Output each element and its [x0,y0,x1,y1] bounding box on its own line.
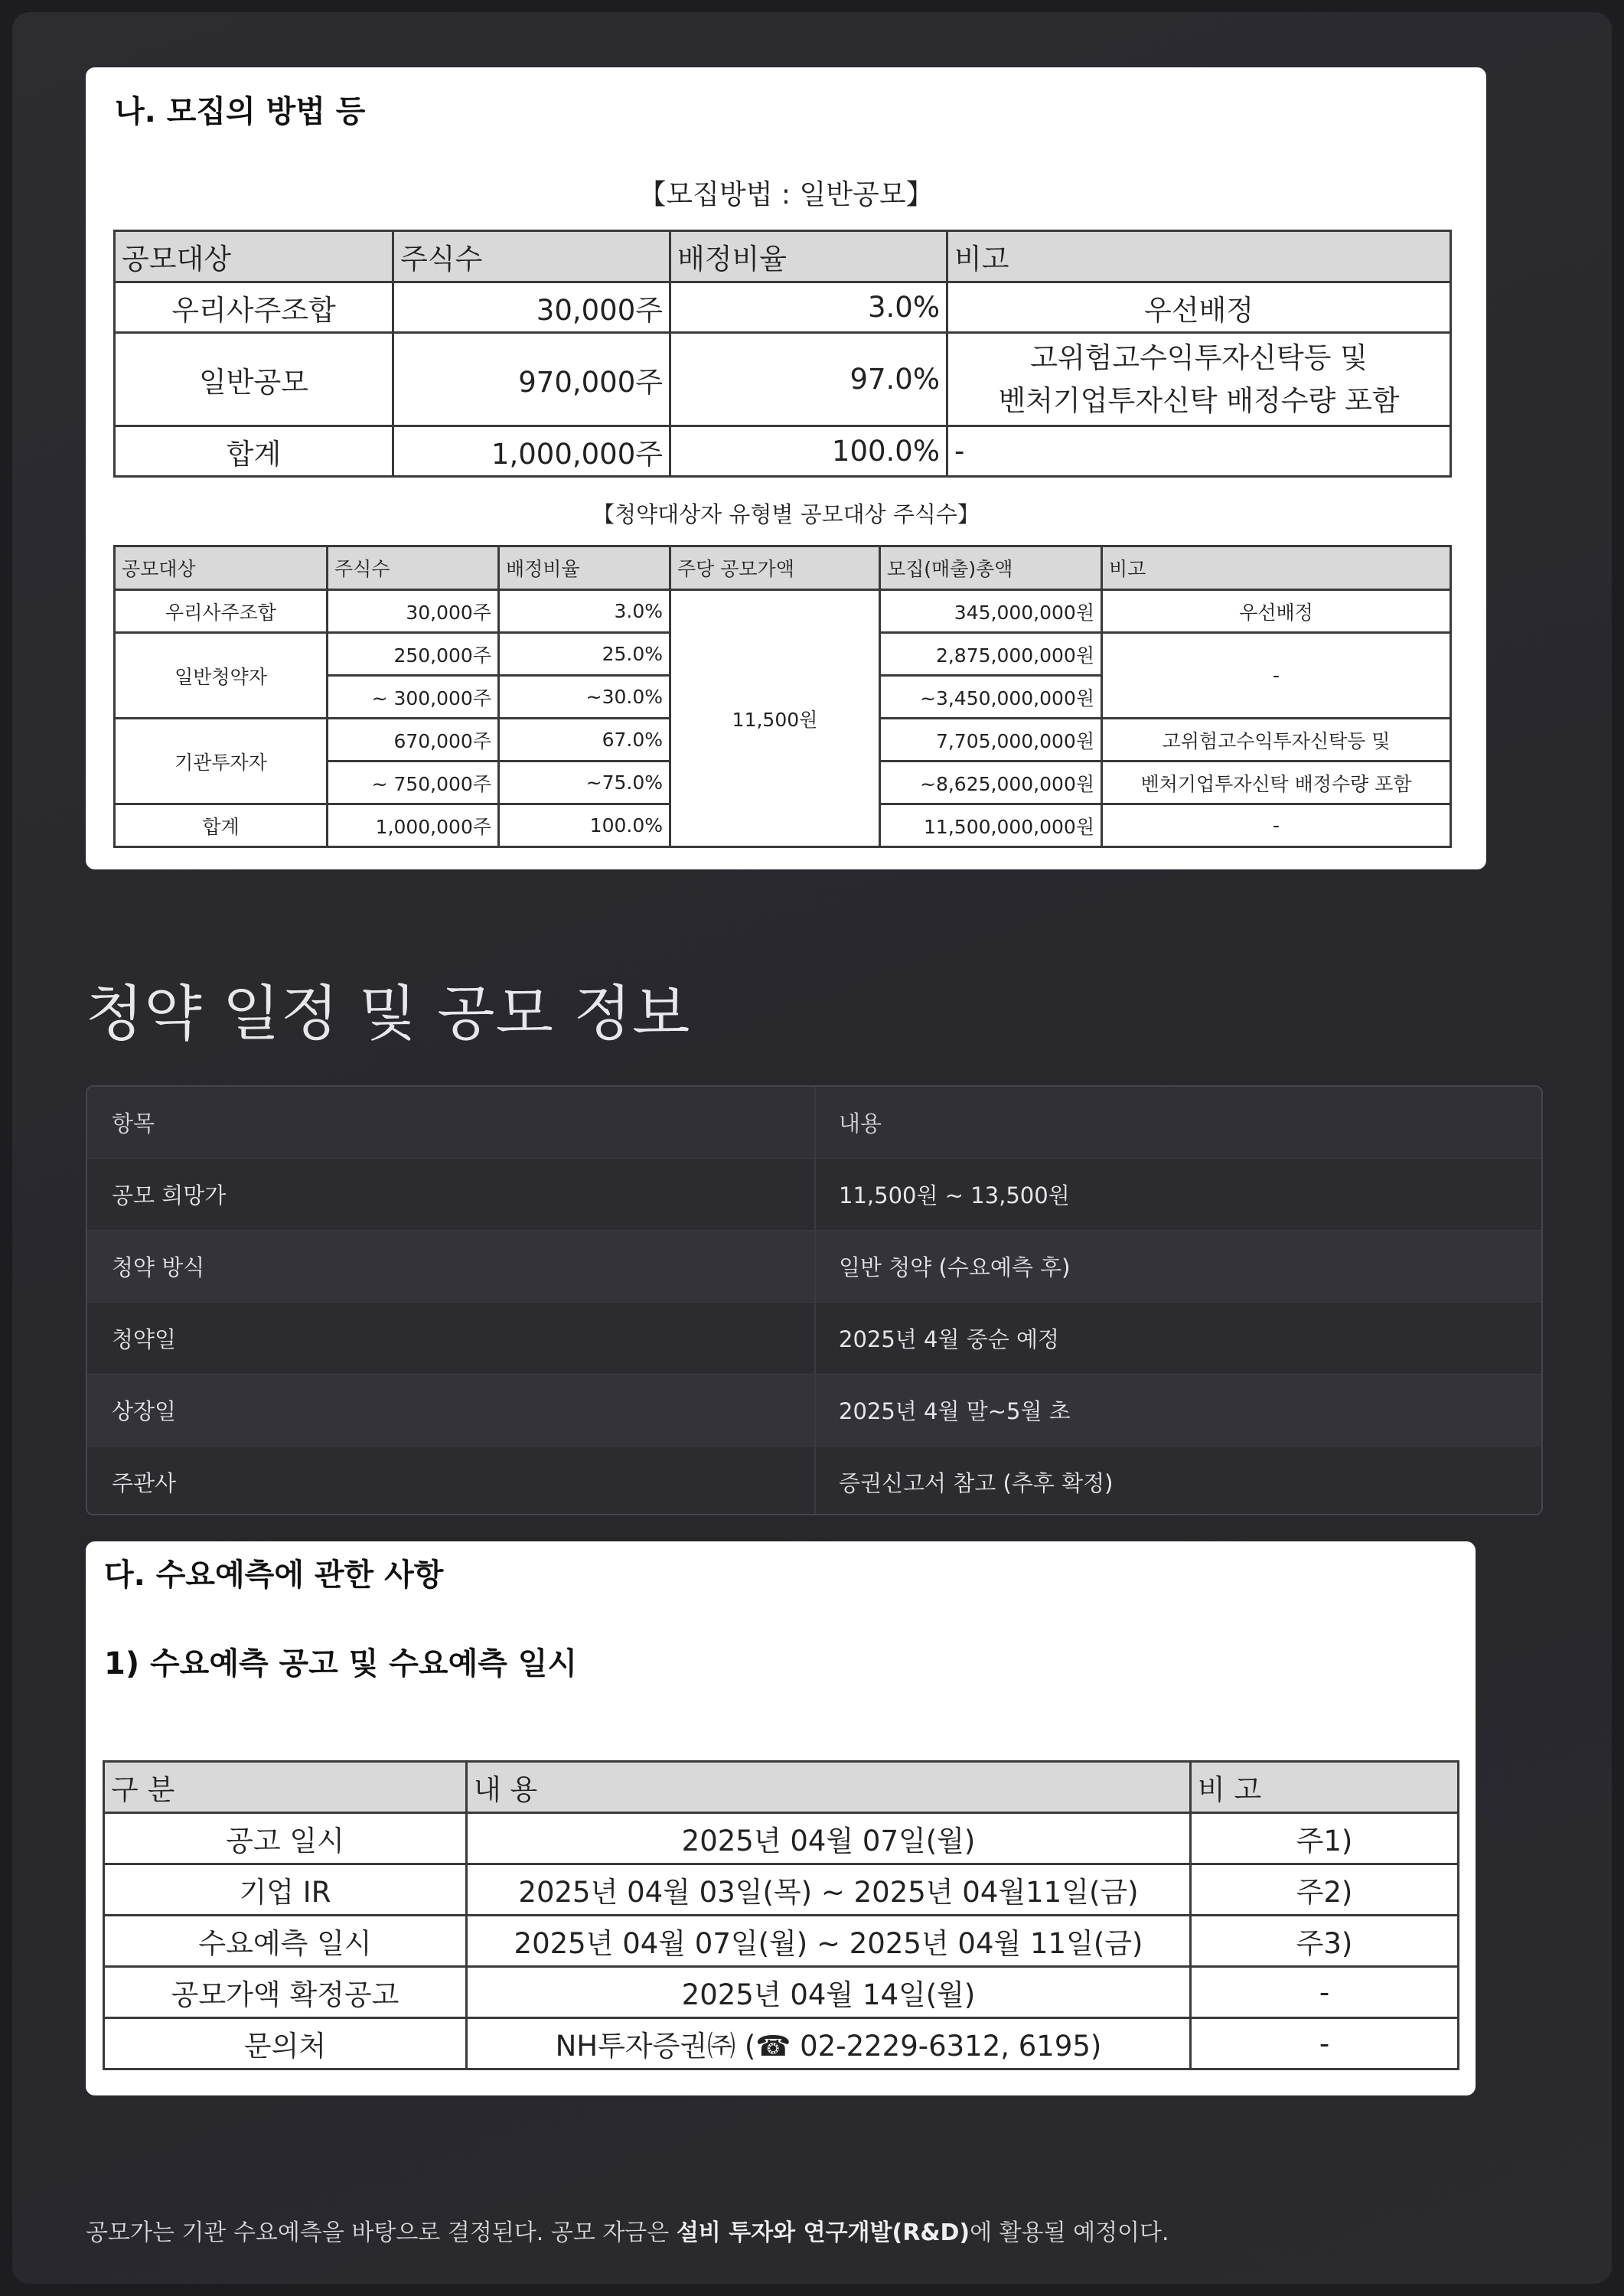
table-cell: 100.0% [499,804,670,847]
table-cell: - [1102,633,1451,719]
table-cell: 벤처기업투자신탁 배정수량 포함 [1102,762,1451,804]
table-cell: ~ 300,000주 [328,676,499,719]
table-cell: 청약일 [87,1303,816,1374]
table-cell: - [947,426,1451,477]
table-cell: 주1) [1191,1813,1459,1864]
table-cell: 1,000,000주 [393,426,670,477]
offering-method-caption: 【모집방법 : 일반공모】 [638,179,934,210]
table-cell: 2025년 04월 14일(월) [467,1967,1191,2018]
header-cell: 항목 [87,1087,816,1158]
table-header-row [115,231,1451,282]
table-row [115,333,1451,426]
table-cell: ~ 750,000주 [328,762,499,804]
table-cell: - [1102,804,1451,847]
table-row [87,1230,1541,1302]
header-cell: 주당 공모가액 [670,546,880,590]
price-per-share-cell: 11,500원 [670,590,880,847]
table-row [87,1446,1541,1515]
demand-forecast-table [103,1760,1459,2070]
table-row [87,1302,1541,1374]
header-cell: 내 용 [467,1762,1191,1813]
header-cell: 내용 [839,1110,882,1137]
table-row [87,1158,1541,1230]
header-cell: 공모대상 [115,231,393,282]
note-line: 고위험고수익투자신탁등 및 [1030,341,1368,374]
header-cell: 모집(매출)총액 [880,546,1102,590]
table-cell: 일반청약자 [115,633,328,719]
table-row [104,1813,1459,1864]
table-cell [947,333,1451,426]
table-cell: ~30.0% [499,676,670,719]
offering-method-image [86,67,1486,869]
table-cell: 25.0% [499,633,670,676]
table-cell: ~75.0% [499,762,670,804]
table-row [104,1864,1459,1916]
table-cell: 250,000주 [328,633,499,676]
summary-text: 공모가는 기관 수요예측을 바탕으로 결정된다. 공모 자금은 [86,2219,677,2246]
table-cell: 문의처 [104,2018,467,2069]
table-cell: 2,875,000,000원 [880,633,1102,676]
header-cell: 배정비율 [499,546,670,590]
table-cell: 2025년 4월 말~5월 초 [839,1398,1071,1424]
table-cell: 11,500원 ~ 13,500원 [839,1182,1070,1208]
header-cell: 구 분 [104,1762,467,1813]
table-cell: 345,000,000원 [880,590,1102,633]
table-cell: 합계 [115,804,328,847]
table-cell: 2025년 04월 03일(목) ~ 2025년 04월11일(금) [467,1864,1191,1916]
table-cell: ~3,450,000,000원 [880,676,1102,719]
table-cell: 970,000주 [393,333,670,426]
header-cell: 주식수 [328,546,499,590]
header-cell: 공모대상 [115,546,328,590]
table-row [115,282,1451,333]
summary-text-end: 에 활용될 예정이다. [970,2219,1169,2246]
table-cell: 670,000주 [328,719,499,762]
table-cell: ~8,625,000,000원 [880,762,1102,804]
table-row [115,426,1451,477]
table-cell: 2025년 04월 07일(월) [467,1813,1191,1864]
header-cell: 배정비율 [670,231,947,282]
table-cell: NH투자증권㈜ (☎ 02-2229-6312, 6195) [467,2018,1191,2069]
offering-method-table [113,230,1452,478]
table-cell: - [1191,1967,1459,2018]
table-cell: 증권신고서 참고 (추후 확정) [839,1470,1114,1496]
table-cell: 공모가액 확정공고 [104,1967,467,2018]
table-header-row [115,546,1451,590]
table-cell: 100.0% [670,426,947,477]
table-cell: 기업 IR [104,1864,467,1916]
table-cell: 청약 방식 [87,1231,816,1302]
schedule-info-table [86,1085,1543,1515]
table-cell: 고위험고수익투자신탁등 및 [1102,719,1451,762]
table-cell: 공고 일시 [104,1813,467,1864]
header-cell: 비 고 [1191,1762,1459,1813]
table-cell: - [1191,2018,1459,2069]
subscriber-type-table [113,545,1452,848]
note-line: 벤처기업투자신탁 배정수량 포함 [998,383,1400,417]
table-cell: 2025년 4월 중순 예정 [839,1326,1059,1352]
table-header-row [87,1087,1541,1158]
table-cell: 97.0% [670,333,947,426]
table-row [115,590,1451,633]
section-title: 청약 일정 및 공모 정보 [86,980,691,1049]
table-cell: 일반공모 [115,333,393,426]
table-header-row [104,1762,1459,1813]
demand-forecast-image [86,1541,1476,2095]
table-row [87,1374,1541,1446]
table-cell: 30,000주 [393,282,670,333]
header-cell: 비고 [1102,546,1451,590]
table-cell: 주관사 [87,1446,816,1515]
table-cell: 상장일 [87,1375,816,1446]
table-cell: 우선배정 [1102,590,1451,633]
table-cell: 67.0% [499,719,670,762]
table-cell: 우리사주조합 [115,590,328,633]
table-cell: 우선배정 [947,282,1451,333]
table-row [104,1967,1459,2018]
header-cell: 주식수 [393,231,670,282]
table-row [104,2018,1459,2069]
table-cell: 1,000,000주 [328,804,499,847]
table-cell: 2025년 04월 07일(월) ~ 2025년 04월 11일(금) [467,1916,1191,1967]
header-cell: 비고 [947,231,1451,282]
table-cell: 합계 [115,426,393,477]
table-cell: 수요예측 일시 [104,1916,467,1967]
table-cell: 주3) [1191,1916,1459,1967]
table-cell: 일반 청약 (수요예측 후) [839,1254,1071,1280]
table-cell: 공모 희망가 [87,1159,816,1230]
demand-forecast-heading: 다. 수요예측에 관한 사항 [104,1557,444,1593]
table-cell: 30,000주 [328,590,499,633]
table-cell: 3.0% [499,590,670,633]
table-cell: 기관투자자 [115,719,328,804]
table-cell: 우리사주조합 [115,282,393,333]
demand-forecast-subheading: 1) 수요예측 공고 및 수요예측 일시 [104,1646,578,1681]
subscriber-type-caption: 【청약대상자 유형별 공모대상 주식수】 [592,501,980,527]
table-cell: 11,500,000,000원 [880,804,1102,847]
summary-paragraph [86,2213,1169,2247]
summary-highlight: 설비 투자와 연구개발(R&D) [676,2219,970,2246]
offering-method-heading: 나. 모집의 방법 등 [115,94,366,129]
table-row [104,1916,1459,1967]
table-cell: 7,705,000,000원 [880,719,1102,762]
table-cell: 3.0% [670,282,947,333]
table-cell: 주2) [1191,1864,1459,1916]
